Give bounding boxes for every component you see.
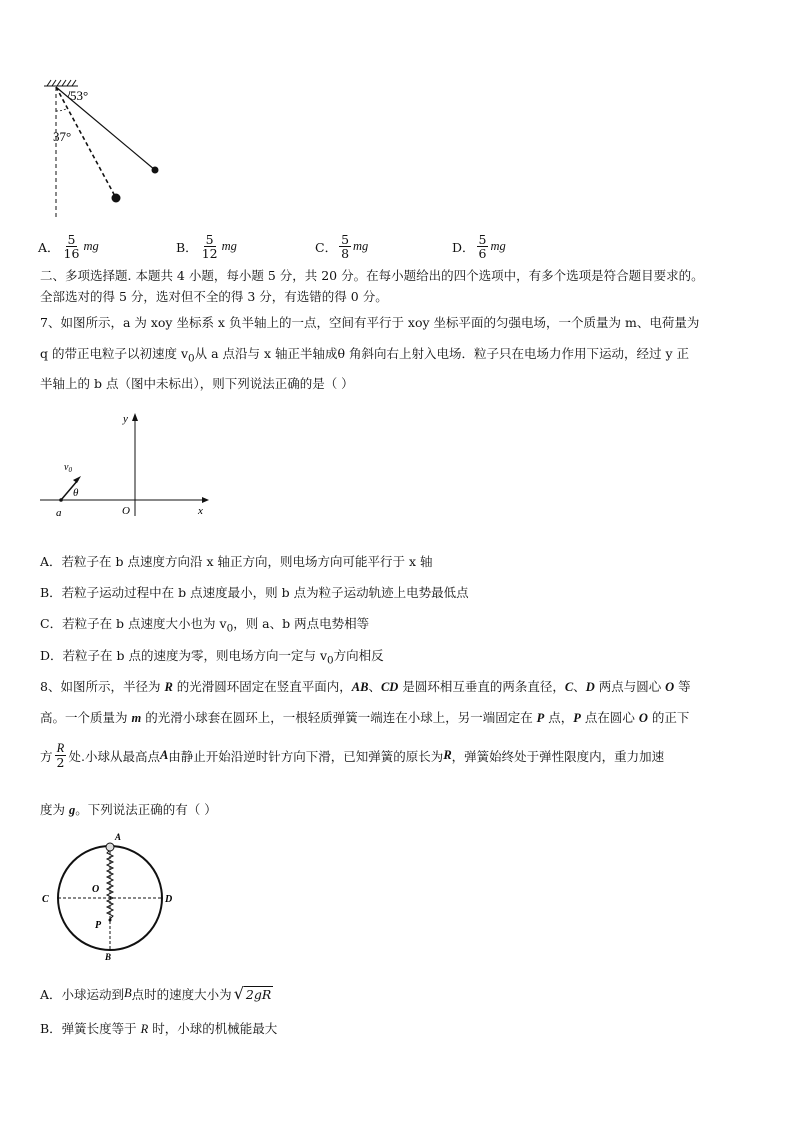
q8-stem-line4: 度为 g。下列说法正确的有（ ） [40, 802, 217, 817]
label-c: C [42, 894, 49, 905]
v0-label: $v_0$ [64, 462, 72, 474]
label-a: A [115, 832, 122, 842]
q8-ring-figure [38, 828, 188, 963]
q7-stem-line1: 7、如图所示，a 为 xoy 坐标系 x 负半轴上的一点，空间有平行于 xoy 坐标平面的匀强电场，一个质量为 m、电荷量为 [40, 315, 700, 330]
q6-option-a: A． $\frac{5}{16}$ mg [38, 232, 99, 262]
angle-53-label: 53° [70, 88, 89, 103]
y-axis-arrow [132, 413, 138, 421]
angle-arc-37 [56, 109, 66, 111]
q8-stem-line2: 高。一个质量为 m 的光滑小球套在圆环上，一根轻质弹簧一端连在小球上，另一端固定在 P 点，P 点在圆心 O 的正下 [40, 710, 690, 725]
q8-option-a: A．小球运动到 B 点时的速度大小为 √ 2gR [40, 984, 272, 1003]
point-a [59, 498, 63, 502]
small-ball [106, 843, 114, 851]
q8-stem-line3: 方 $\frac{R}{2}$ 处.小球从最高点 A 由静止开始沿逆时针方向下滑，已知弹簧的原长为 R ，弹簧始终处于弹性限度内，重力加速 [40, 741, 665, 771]
q6-option-d: D． $\frac{5}{6}$ mg [452, 232, 506, 262]
q7-stem-line3: 半轴上的 b 点（图中未标出），则下列说法正确的是（ ） [40, 376, 354, 391]
theta-label: θ [73, 487, 79, 499]
x-axis-arrow [202, 497, 209, 503]
pendulum-figure [38, 78, 178, 220]
q7-option-a: A．若粒子在 b 点速度方向沿 x 轴正方向，则电场方向可能平行于 x 轴 [40, 554, 433, 569]
section2-line1: 二、多项选择题. 本题共 4 小题，每小题 5 分，共 20 分。在每小题给出的四个选项中，有多个选项是符合题目要求的。 [40, 268, 704, 283]
velocity-arrowhead [73, 476, 81, 483]
origin-label: O [122, 505, 130, 517]
point-p [109, 919, 112, 922]
x-label: x [198, 505, 203, 517]
q8-stem-line1: 8、如图所示，半径为 R 的光滑圆环固定在竖直平面内，AB、CD 是圆环相互垂直的两条直径，C、D 两点与圆心 O 等 [40, 679, 691, 694]
angle-37-label: 37° [53, 129, 72, 144]
q7-option-d: D．若粒子在 b 点的速度为零，则电场方向一定与 $v_0$方向相反 [40, 648, 384, 667]
y-label: y [123, 413, 128, 425]
sqrt-sign: √ [233, 984, 244, 1003]
label-d: D [165, 894, 173, 905]
q8-option-b: B．弹簧长度等于 R 时，小球的机械能最大 [40, 1021, 278, 1036]
q7-option-c: C．若粒子在 b 点速度大小也为 $v_0$，则 a、b 两点电势相等 [40, 616, 370, 635]
q7-option-b: B．若粒子运动过程中在 b 点速度最小，则 b 点为粒子运动轨迹上电势最低点 [40, 585, 469, 600]
q6-option-b: B． $\frac{5}{12}$ mg [176, 232, 237, 262]
q7-coordinate-figure [38, 408, 213, 520]
ball-solid-position [152, 167, 159, 174]
ball-dashed-position [112, 194, 121, 203]
a-label: a [56, 507, 62, 519]
q7-stem-line2: q 的带正电粒子以初速度 $v_0$从 a 点沿与 x 轴正半轴成θ 角斜向右上射入电场．粒子只在电场力作用下运动，经过 y 正 [40, 346, 690, 365]
label-b: B [105, 952, 112, 962]
label-o: O [92, 884, 100, 895]
label-p: P [95, 920, 102, 931]
ceiling-hatch [44, 80, 78, 86]
section2-line2: 全部选对的得 5 分，选对但不全的得 3 分，有选错的得 0 分。 [40, 289, 388, 304]
spring [107, 850, 113, 919]
q6-option-c: C． $\frac{5}{8}$ mg [315, 232, 369, 262]
